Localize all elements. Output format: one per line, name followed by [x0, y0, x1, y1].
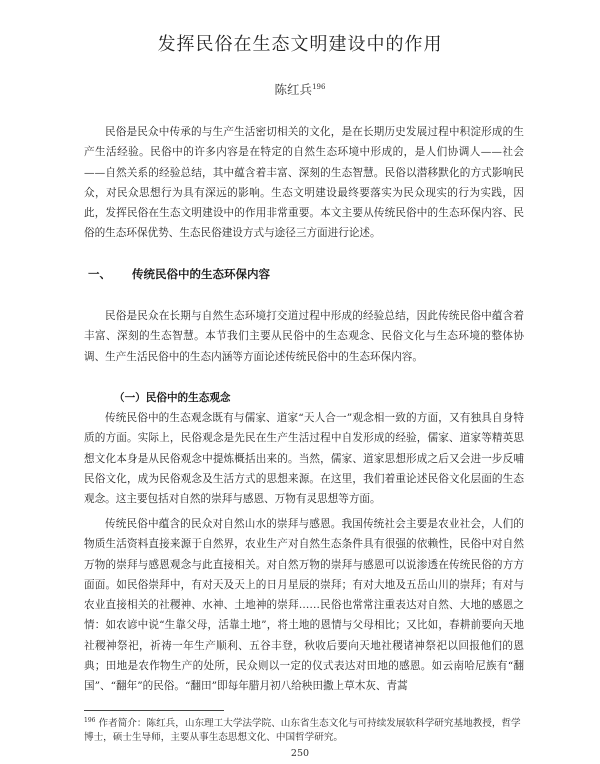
body-paragraph: 传统民俗中的生态观念既有与儒家、道家“天人合一”观念相一致的方面，又有独具自身特质的方面。实际上，民俗观念是先民在生产生活过程中自发形成的经验，儒家、道家等精英思想文化本身是从民俗观念中提炼概括出来的。当然，儒家、道家思想形成之后又会进一步反哺民俗文化，成为民俗观念及生活方式的思想来源。在这里，我们着重论述民俗文化层面的生态观念。这主要包括对自然的崇拜与感恩、万物有灵思想等方面。 — [84, 412, 524, 506]
footnote-text: 作者简介：陈红兵，山东理工大学法学院、山东省生态文化与可持续发展软科学研究基地教授，哲学博士，硕士生导师，主要从事生态思想文化、中国哲学研究。 — [84, 718, 521, 744]
footnote-mark: 196 — [84, 717, 96, 724]
abstract-paragraph: 民俗是民众中传承的与生产生活密切相关的文化，是在长期历史发展过程中积淀形成的生产生活经验。民俗中的许多内容是在特定的自然生态环境中形成的，是人们协调人——社会——自然关系的经验总结，其中蕴含着丰富、深刻的生态智慧。民俗以潜移默化的方式影响民众，对民众思想行为具有深远的影响。生态文明建设最终要落实为民众现实的行为实践，因此，发挥民俗在生态文明建设中的作用非常重要。本文主要从传统民俗中的生态环保内容、民俗的生态环保优势、生态民俗建设方式与途径三方面进行论述。 — [84, 126, 524, 240]
section-heading — [88, 266, 270, 282]
section-number: 一、 — [88, 267, 111, 281]
author-line — [0, 80, 600, 98]
page-number: 250 — [290, 748, 310, 759]
footnote-divider — [84, 710, 224, 711]
page-title: 发挥民俗在生态文明建设中的作用 — [157, 34, 443, 55]
footnote — [84, 714, 524, 745]
author-footnote-mark: 196 — [312, 82, 326, 91]
section-intro-paragraph: 民俗是民众在长期与自然生态环境打交道过程中形成的经验总结，因此传统民俗中蕴含着丰富、深刻的生态智慧。本节我们主要从民俗中的生态观念、民俗文化与生态环境的整体协调、生产生活民俗中的生态内涵等方面论述传统民俗中的生态环保内容。 — [84, 310, 524, 363]
section-title: 传统民俗中的生态环保内容 — [132, 267, 270, 281]
author-name: 陈红兵 — [274, 82, 313, 97]
subsection-heading: （一）民俗中的生态观念 — [114, 392, 231, 404]
body-paragraph: 传统民俗中蕴含的民众对自然山水的崇拜与感恩。我国传统社会主要是农业社会，人们的物质生活资料直接来源于自然界，农业生产对自然生态条件具有很强的依赖性，民俗中对自然万物的崇拜与感恩观念与此直接相关。对自然万物的崇拜与感恩可以说渗透在传统民俗的方方面面。如民俗崇拜中，有对天及天上的日月星辰的崇拜；有对大地及五岳山川的崇拜；有对与农业直接相关的社稷神、水神、土地神的崇拜……民俗也常常注重表达对自然、大地的感恩之情：如农谚中说“生靠父母，活靠土地”，将土地的恩情与父母相比；又比如，春耕前要向天地社稷神祭祀，祈祷一年生产顺利、五谷丰登，秋收后要向天地社稷诸神祭祀以回报他们的恩典；田地是农作物生产的处所，民众则以一定的仪式表达对田地的感恩。如云南哈尼族有“翻国”、“翻年”的民俗。“翻田”即每年腊月初八给秧田撒上草木灰、青蒿 — [84, 518, 524, 693]
